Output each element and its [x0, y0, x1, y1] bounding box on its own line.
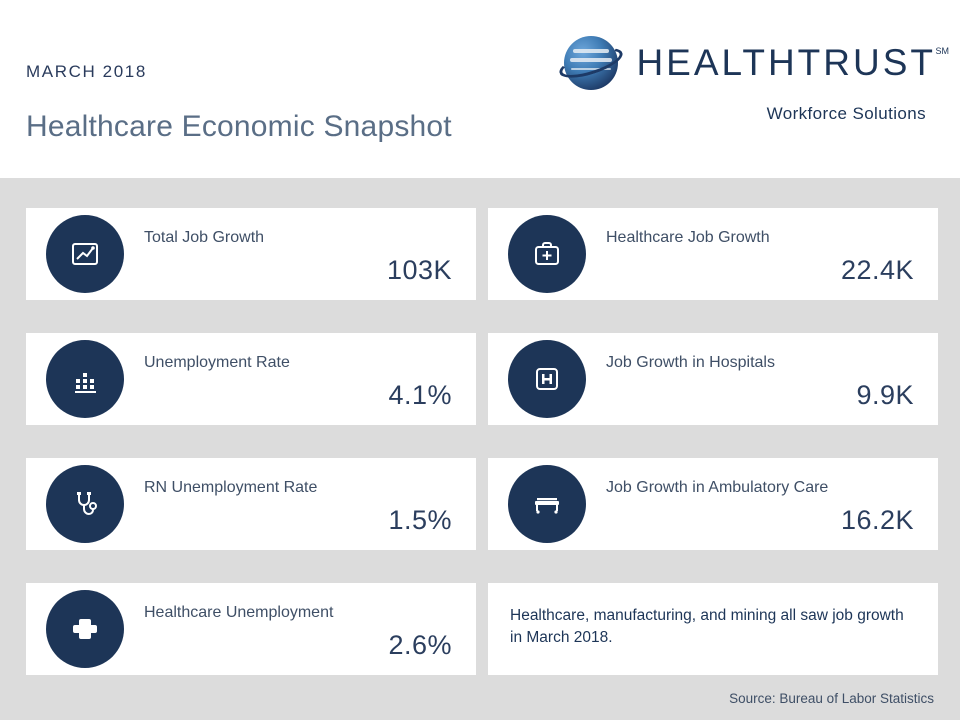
brand-name-text: HEALTHTRUST: [636, 42, 936, 83]
stethoscope-icon: [46, 465, 124, 543]
medical-bag-icon: [508, 215, 586, 293]
hospital-h-icon: [508, 340, 586, 418]
note-card: [488, 583, 938, 675]
stat-card-job-growth-hospitals: [488, 333, 938, 425]
brand-trademark: SM: [935, 46, 949, 56]
stat-card-rn-unemployment-rate: [26, 458, 476, 550]
stat-label: Job Growth in Ambulatory Care: [606, 479, 829, 496]
stat-label: RN Unemployment Rate: [144, 479, 318, 496]
note-text: Healthcare, manufacturing, and mining all saw job growth in March 2018.: [510, 607, 904, 647]
content-panel: [0, 178, 960, 720]
stat-label: Unemployment Rate: [144, 354, 290, 371]
bar-chart-icon: [46, 340, 124, 418]
stat-label: Healthcare Unemployment: [144, 604, 334, 621]
chart-image-icon: [46, 215, 124, 293]
date-label: MARCH 2018: [26, 62, 147, 81]
stat-value: 16.2K: [840, 505, 914, 535]
stat-card-job-growth-ambulatory-care: [488, 458, 938, 550]
header: [0, 0, 960, 178]
stat-value: 103K: [386, 255, 452, 285]
stat-label: Healthcare Job Growth: [606, 229, 770, 246]
source-label: Source: Bureau of Labor Statistics: [729, 691, 934, 706]
brand-name: [636, 42, 949, 84]
stat-card-unemployment-rate: [26, 333, 476, 425]
stat-label: Job Growth in Hospitals: [606, 354, 775, 371]
stat-card-healthcare-unemployment: [26, 583, 476, 675]
brand-subtitle: Workforce Solutions: [766, 104, 926, 123]
stat-card-total-job-growth: [26, 208, 476, 300]
brand-block: [516, 32, 949, 142]
stat-value: 2.6%: [388, 630, 452, 660]
stat-label: Total Job Growth: [144, 229, 265, 246]
medical-cross-icon: [46, 590, 124, 668]
stat-card-healthcare-job-growth: [488, 208, 938, 300]
healthtrust-globe-icon: [560, 32, 622, 94]
hospital-bed-icon: [508, 465, 586, 543]
stat-value: 22.4K: [840, 255, 914, 285]
page-title: Healthcare Economic Snapshot: [26, 110, 452, 143]
stat-value: 4.1%: [388, 380, 452, 410]
stat-value: 9.9K: [856, 380, 914, 410]
stat-value: 1.5%: [388, 505, 452, 535]
